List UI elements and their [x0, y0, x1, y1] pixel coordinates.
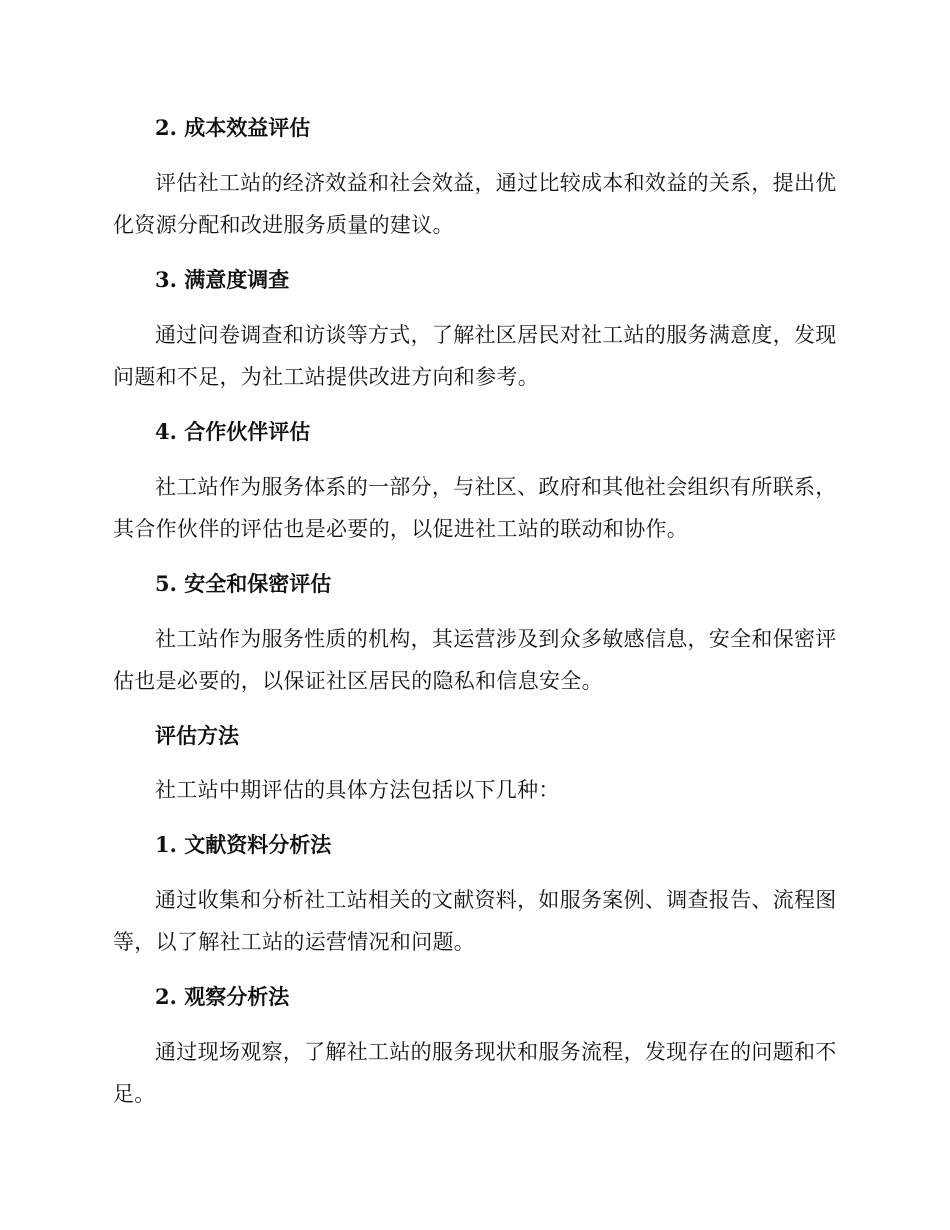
section-paragraph-security: 社工站作为服务性质的机构，其运营涉及到众多敏感信息，安全和保密评估也是必要的，以保证社区居民的隐私和信息安全。 [113, 627, 837, 693]
section-paragraph-observation: 通过现场观察，了解社工站的服务现状和服务流程，发现存在的问题和不足。 [113, 1040, 837, 1106]
section-heading-methods: 评估方法 [155, 723, 239, 748]
section-heading-cost-benefit: 2. 成本效益评估 [155, 115, 311, 140]
section-heading-literature: 1. 文献资料分析法 [155, 832, 332, 857]
section-heading-partners: 4. 合作伙伴评估 [155, 419, 311, 444]
section-heading-satisfaction: 3. 满意度调查 [155, 267, 290, 292]
section-paragraph-literature: 通过收集和分析社工站相关的文献资料，如服务案例、调查报告、流程图等，以了解社工站的运营情况和问题。 [113, 888, 837, 954]
section-heading-security: 5. 安全和保密评估 [155, 571, 332, 596]
section-paragraph-partners: 社工站作为服务体系的一部分，与社区、政府和其他社会组织有所联系，其合作伙伴的评估也是必要的，以促进社工站的联动和协作。 [113, 475, 837, 541]
section-paragraph-methods: 社工站中期评估的具体方法包括以下几种： [155, 778, 560, 802]
section-heading-observation: 2. 观察分析法 [155, 984, 290, 1009]
section-paragraph-cost-benefit: 评估社工站的经济效益和社会效益，通过比较成本和效益的关系，提出优化资源分配和改进服务质量的建议。 [113, 171, 837, 237]
section-paragraph-satisfaction: 通过问卷调查和访谈等方式，了解社区居民对社工站的服务满意度，发现问题和不足，为社工站提供改进方向和参考。 [113, 323, 837, 389]
